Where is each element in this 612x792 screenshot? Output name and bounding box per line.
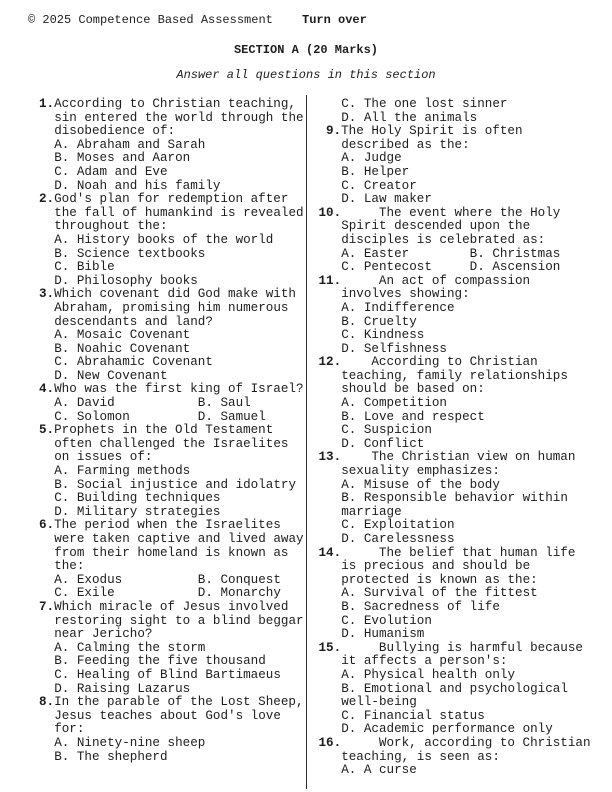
question-line: 9.The Holy Spirit is often (326, 124, 523, 139)
question (326, 125, 600, 207)
question-number: 14. (318, 545, 342, 560)
question-line: B. Moses and Aaron (54, 151, 191, 166)
question (39, 383, 307, 424)
question-line: Jesus teaches about God's love (54, 708, 281, 723)
question-line: C. Creator (341, 178, 417, 193)
question-line: for: (54, 722, 85, 737)
question-line: B. The shepherd (54, 749, 168, 764)
question-line: B. Science textbooks (54, 246, 206, 261)
question-line: on issues of: (54, 450, 153, 465)
question-line: D. Raising Lazarus (54, 681, 191, 696)
question-line: 13. The Christian view on human (318, 450, 576, 465)
question-line: C. Exploitation (341, 518, 455, 533)
question-line: A. Misuse of the body (341, 477, 500, 492)
question (39, 98, 307, 193)
question-number: 16. (318, 735, 342, 750)
question (39, 696, 307, 764)
question-line: B. Noahic Covenant (54, 341, 191, 356)
question-line: C. Abrahamic Covenant (54, 355, 213, 370)
question-line: A. History books of the world (54, 232, 274, 247)
question-line: B. Helper (341, 164, 410, 179)
turn-over-label: Turn over (302, 13, 367, 27)
question-number: 2. (39, 192, 55, 207)
question-line: D. Military strategies (54, 504, 221, 519)
question-line: C. Financial status (341, 708, 485, 723)
question-line: often challenged the Israelites (54, 436, 289, 451)
question-line: B. Sacredness of life (341, 599, 500, 614)
question-line: C. The one lost sinner (341, 97, 508, 111)
question-line: C. Building techniques (54, 491, 221, 506)
question (318, 273, 600, 357)
question-line: disciples is celebrated as: (341, 232, 546, 247)
column-right (318, 97, 600, 778)
question-continuation (326, 98, 600, 125)
question-line: A. Ninety-nine sheep (54, 735, 206, 750)
question-line: 3.Which covenant did God make with (39, 287, 296, 302)
question-line: disobedience of: (54, 124, 176, 139)
question-line: A. Mosaic Covenant (54, 328, 191, 343)
question (318, 450, 600, 546)
question-number: 10. (318, 205, 342, 220)
question-number: 11. (318, 273, 342, 288)
question-line: B. Feeding the five thousand (54, 654, 266, 669)
question-line: involves showing: (341, 287, 470, 302)
question-line: 4.Who was the first king of Israel? (39, 382, 304, 397)
question-line: A. Abraham and Sarah (54, 137, 206, 152)
question (318, 735, 600, 778)
question-line: teaching, is seen as: (341, 749, 500, 764)
question (39, 193, 307, 288)
question-line: D. Academic performance only (341, 722, 553, 737)
question-line: 6.The period when the Israelites (39, 518, 281, 533)
question-number: 4. (39, 382, 55, 397)
question-line: marriage (341, 504, 402, 519)
question-line: D. Noah and his family (54, 178, 221, 193)
question-line: 1.According to Christian teaching, (39, 97, 296, 111)
question-line: 15. Bullying is harmful because (318, 640, 583, 655)
question-line: A. Exodus B. Conquest (54, 572, 281, 587)
question-number: 13. (318, 450, 342, 465)
question-line: C. Exile D. Monarchy (54, 586, 281, 601)
question-line: the fall of humankind is revealed (54, 205, 304, 220)
question-line: A. Indifference (341, 300, 455, 315)
question (318, 640, 600, 737)
question-line: A. Survival of the fittest (341, 586, 538, 601)
question-line: Spirit descended upon the (341, 219, 531, 234)
question-line: 11. An act of compassion (318, 273, 531, 288)
question-line: throughout the: (54, 219, 168, 234)
question-number: 3. (39, 287, 55, 302)
section-title: SECTION A (20 Marks) (233, 43, 379, 57)
question-line: were taken captive and lived away (54, 532, 304, 546)
question-line: D. Humanism (341, 627, 425, 642)
question-line: C. Bible (54, 260, 115, 275)
question-line: A. A curse (341, 763, 417, 778)
question-number: 1. (39, 97, 55, 111)
question-number: 8. (39, 695, 55, 710)
question-line: from their homeland is known as (54, 545, 289, 560)
question-line: 8.In the parable of the Lost Sheep, (39, 695, 304, 710)
question-line: 2.God's plan for redemption after (39, 192, 289, 207)
header-copyright: © 2025 Competence Based Assessment (28, 13, 273, 27)
question-number: 7. (39, 599, 55, 614)
question-line: B. Cruelty (341, 314, 417, 329)
question-line: C. Suspicion (341, 423, 432, 438)
question-line: A. Judge (341, 151, 402, 166)
question-line: teaching, family relationships (341, 368, 568, 383)
question-line: D. Selfishness (341, 341, 447, 356)
question-line: D. Carelessness (341, 532, 455, 546)
question-line: D. Philosophy books (54, 273, 198, 288)
question-line: D. All the animals (341, 110, 478, 125)
question-line: C. Adam and Eve (54, 164, 168, 179)
question-line: A. Farming methods (54, 464, 191, 479)
question-line: Abraham, promising him numerous (54, 300, 289, 315)
question-line: is precious and should be (341, 559, 531, 574)
question-line: it affects a person's: (341, 654, 508, 669)
question-line: A. Easter B. Christmas (341, 246, 561, 261)
question-line: C. Solomon D. Samuel (54, 409, 266, 424)
question-line: 7.Which miracle of Jesus involved (39, 599, 289, 614)
question (318, 545, 600, 642)
question-line: D. Law maker (341, 192, 432, 207)
question-line: 16. Work, according to Christian (318, 735, 591, 750)
question (39, 288, 307, 383)
question-line: should be based on: (341, 382, 485, 397)
question (39, 424, 307, 519)
question-line: C. Kindness (341, 328, 425, 343)
question-line: sin entered the world through the (54, 110, 304, 125)
section-instruction: Answer all questions in this section (176, 68, 436, 82)
question (318, 355, 600, 451)
question (318, 205, 600, 275)
question-line: D. New Covenant (54, 368, 168, 383)
question-line: C. Pentecost D. Ascension (341, 260, 561, 275)
question-number: 9. (326, 124, 342, 139)
question-line: sexuality emphasizes: (341, 464, 500, 479)
question (39, 519, 307, 601)
question-line: 5.Prophets in the Old Testament (39, 423, 274, 438)
question-line: 10. The event where the Holy (318, 205, 561, 220)
question-line: C. Healing of Blind Bartimaeus (54, 667, 281, 682)
question-line: descendants and land? (54, 314, 213, 329)
question-line: D. Conflict (341, 436, 425, 451)
question-line: restoring sight to a blind beggar (54, 613, 304, 628)
question-line: the: (54, 559, 85, 574)
question-number: 6. (39, 518, 55, 533)
question-line: A. Calming the storm (54, 640, 206, 655)
question-number: 12. (318, 355, 342, 370)
question-line: A. David B. Saul (54, 396, 251, 411)
column-left (39, 98, 307, 764)
question (39, 601, 307, 696)
question-line: B. Love and respect (341, 409, 485, 424)
question-number: 5. (39, 423, 55, 438)
question-line: 12. According to Christian (318, 355, 538, 370)
question-line: B. Responsible behavior within (341, 491, 568, 506)
question-line: A. Competition (341, 396, 447, 411)
question-line: B. Social injustice and idolatry (54, 477, 297, 492)
question-line: 14. The belief that human life (318, 545, 576, 560)
question-line: C. Evolution (341, 613, 432, 628)
question-line: B. Emotional and psychological (341, 681, 568, 696)
question-line: protected is known as the: (341, 572, 538, 587)
question-number: 15. (318, 640, 342, 655)
question-line: A. Physical health only (341, 667, 516, 682)
question-line: near Jericho? (54, 627, 153, 642)
question-line: well-being (341, 695, 417, 710)
question-line: described as the: (341, 137, 470, 152)
